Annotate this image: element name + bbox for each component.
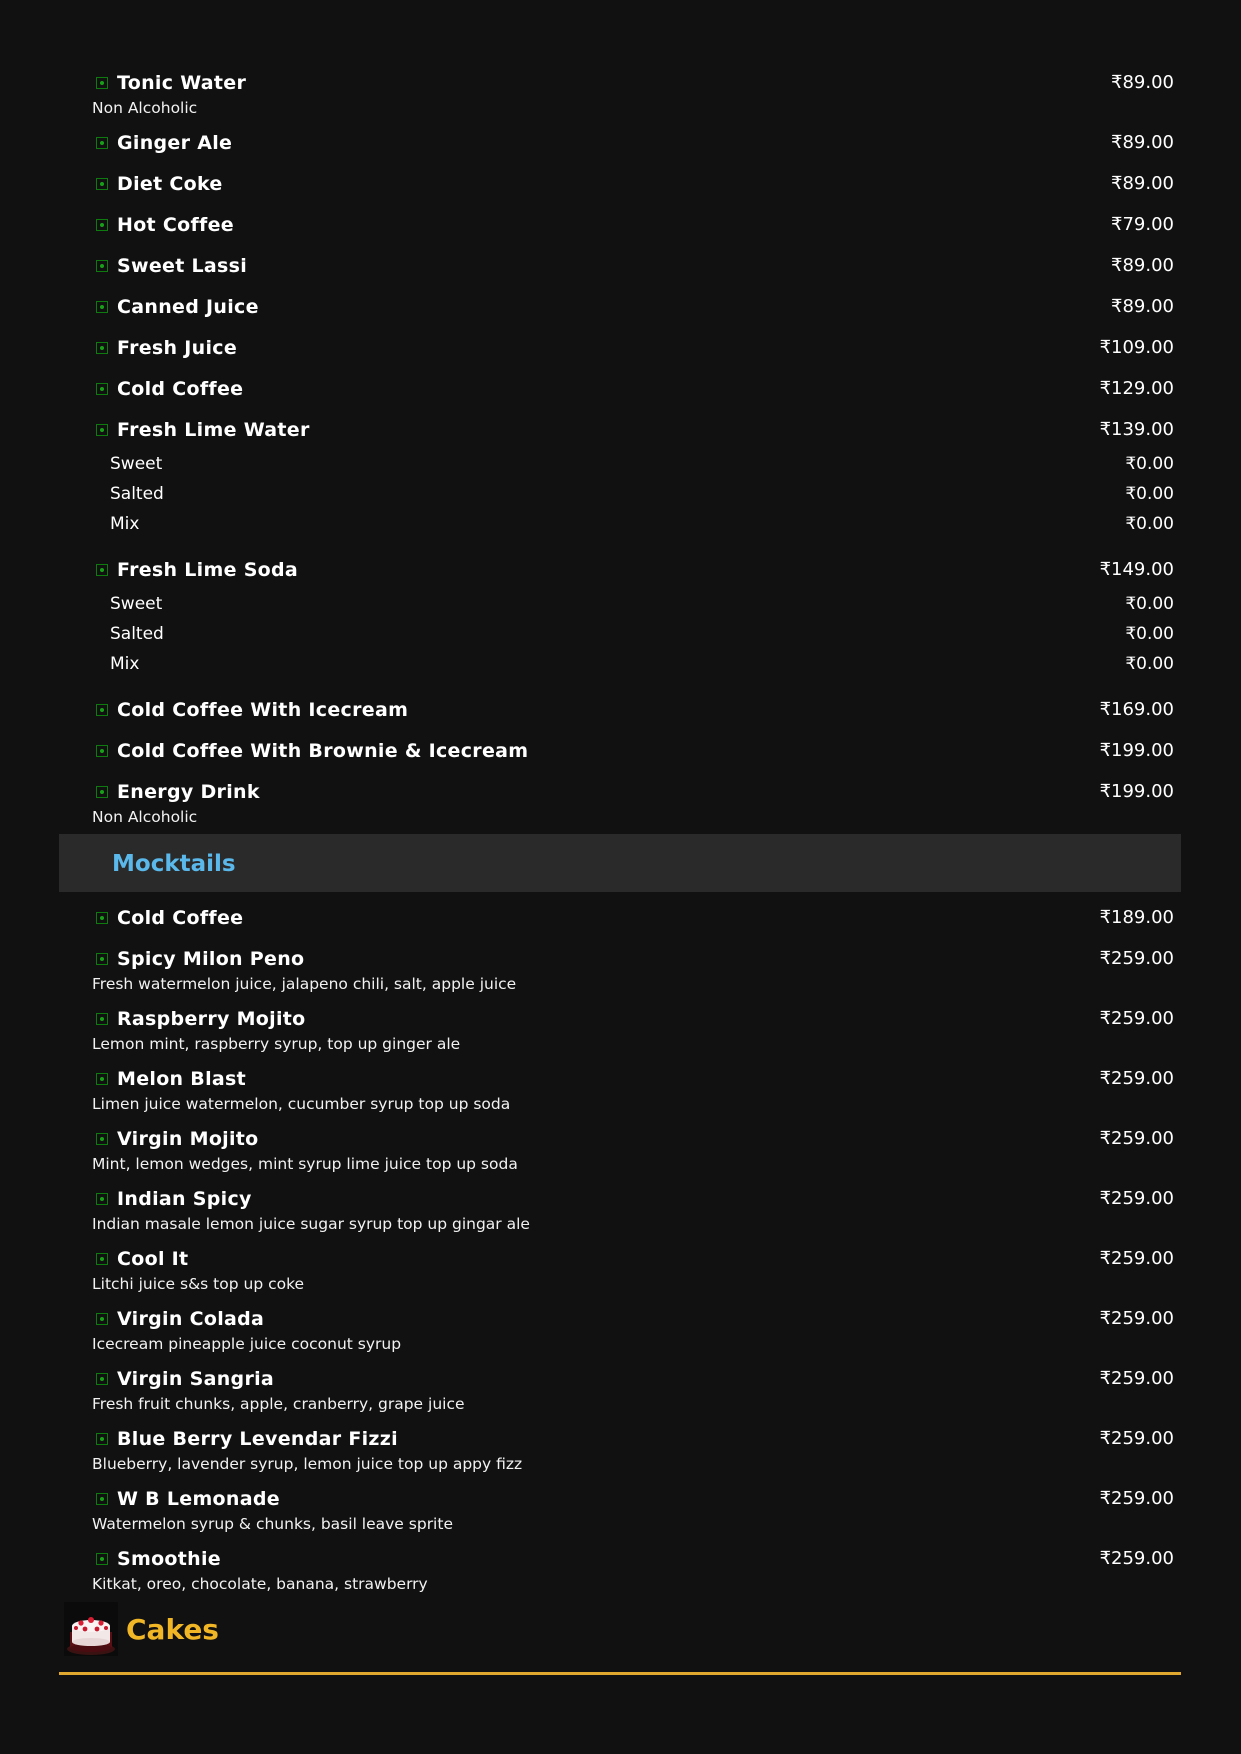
menu-item[interactable] (59, 688, 1181, 729)
item-name: Sweet Lassi (117, 255, 248, 277)
veg-mark-icon (96, 1493, 108, 1505)
veg-mark-icon (96, 953, 108, 965)
option-name: Sweet (110, 594, 163, 614)
menu-item-row (59, 1007, 1181, 1031)
veg-mark-icon (96, 301, 108, 313)
item-name: Smoothie (117, 1548, 221, 1570)
option-price: ₹0.00 (1125, 594, 1174, 614)
item-description: Non Alcoholic (92, 99, 198, 117)
item-name: Diet Coke (117, 173, 223, 195)
item-description: Mint, lemon wedges, mint syrup lime juice top up soda (92, 1155, 518, 1173)
item-name: Virgin Mojito (117, 1128, 259, 1150)
menu-item[interactable] (59, 1237, 1181, 1297)
item-description: Fresh watermelon juice, jalapeno chili, salt, apple juice (92, 975, 517, 993)
menu-item[interactable] (59, 1177, 1181, 1237)
veg-mark-icon (96, 137, 108, 149)
cake-icon (64, 1602, 118, 1656)
menu-item[interactable] (59, 408, 1181, 449)
item-option[interactable] (59, 479, 1181, 509)
veg-mark-icon (96, 1193, 108, 1205)
item-name: Virgin Colada (117, 1308, 265, 1330)
item-price: ₹259.00 (1099, 1008, 1174, 1029)
item-name: Fresh Lime Soda (117, 559, 299, 581)
veg-mark-icon (96, 424, 108, 436)
item-option[interactable] (59, 509, 1181, 539)
veg-mark-icon (96, 1013, 108, 1025)
veg-mark-icon (96, 704, 108, 716)
menu-item[interactable] (59, 61, 1181, 121)
item-name: Cold Coffee (117, 907, 244, 929)
item-price: ₹149.00 (1099, 559, 1174, 580)
item-name: Cold Coffee (117, 378, 244, 400)
item-price: ₹259.00 (1099, 1128, 1174, 1149)
menu-item-row (59, 295, 1181, 319)
menu-item[interactable] (59, 367, 1181, 408)
menu-item[interactable] (59, 729, 1181, 770)
item-price: ₹139.00 (1099, 419, 1174, 440)
veg-mark-icon (96, 1553, 108, 1565)
menu-item[interactable] (59, 1297, 1181, 1357)
item-description: Limen juice watermelon, cucumber syrup top up soda (92, 1095, 511, 1113)
item-name: Fresh Juice (117, 337, 238, 359)
menu-item-row (59, 1307, 1181, 1331)
option-name: Salted (110, 624, 164, 644)
menu-item[interactable] (59, 1417, 1181, 1477)
menu-item-row (59, 1547, 1181, 1571)
menu-item-row (59, 947, 1181, 971)
veg-mark-icon (96, 260, 108, 272)
item-price: ₹129.00 (1099, 378, 1174, 399)
menu-item[interactable] (59, 896, 1181, 937)
item-option[interactable] (59, 449, 1181, 479)
cakes-section-header[interactable] (59, 1598, 1181, 1675)
item-description: Kitkat, oreo, chocolate, banana, strawberry (92, 1575, 428, 1593)
item-price: ₹259.00 (1099, 1188, 1174, 1209)
option-price: ₹0.00 (1125, 514, 1174, 534)
menu-top-spacer (59, 0, 1181, 61)
item-price: ₹259.00 (1099, 948, 1174, 969)
veg-mark-icon (96, 912, 108, 924)
menu-list (59, 0, 1181, 1597)
menu-item[interactable] (59, 997, 1181, 1057)
item-description: Indian masale lemon juice sugar syrup top up gingar ale (92, 1215, 530, 1233)
menu-item-row (59, 418, 1181, 442)
item-description: Non Alcoholic (92, 808, 198, 826)
item-name: Indian Spicy (117, 1188, 252, 1210)
menu-item-row (59, 254, 1181, 278)
menu-item[interactable] (59, 1357, 1181, 1417)
menu-item[interactable] (59, 548, 1181, 589)
item-name: Energy Drink (117, 781, 260, 803)
item-price: ₹259.00 (1099, 1248, 1174, 1269)
option-price: ₹0.00 (1125, 654, 1174, 674)
item-name: Melon Blast (117, 1068, 247, 1090)
item-price: ₹259.00 (1099, 1068, 1174, 1089)
item-price: ₹259.00 (1099, 1368, 1174, 1389)
menu-item[interactable] (59, 162, 1181, 203)
veg-mark-icon (96, 745, 108, 757)
item-name: Blue Berry Levendar Fizzi (117, 1428, 398, 1450)
item-price: ₹109.00 (1099, 337, 1174, 358)
item-description: Watermelon syrup & chunks, basil leave sprite (92, 1515, 453, 1533)
menu-item[interactable] (59, 1537, 1181, 1597)
veg-mark-icon (96, 1433, 108, 1445)
item-price: ₹199.00 (1099, 781, 1174, 802)
menu-item[interactable] (59, 1057, 1181, 1117)
menu-item-row (59, 172, 1181, 196)
item-description: Fresh fruit chunks, apple, cranberry, grape juice (92, 1395, 465, 1413)
item-name: Cold Coffee With Brownie & Icecream (117, 740, 529, 762)
option-spacer (59, 539, 1181, 548)
item-price: ₹89.00 (1111, 296, 1174, 317)
option-price: ₹0.00 (1125, 484, 1174, 504)
item-name: Hot Coffee (117, 214, 234, 236)
category-header (59, 834, 1181, 892)
menu-item-row (59, 131, 1181, 155)
item-name: Cool It (117, 1248, 189, 1270)
item-price: ₹79.00 (1111, 214, 1174, 235)
item-name: Spicy Milon Peno (117, 948, 305, 970)
item-price: ₹169.00 (1099, 699, 1174, 720)
menu-item-row (59, 698, 1181, 722)
menu-item[interactable] (59, 937, 1181, 997)
item-option[interactable] (59, 619, 1181, 649)
veg-mark-icon (96, 786, 108, 798)
veg-mark-icon (96, 1133, 108, 1145)
item-option[interactable] (59, 589, 1181, 619)
item-name: Canned Juice (117, 296, 259, 318)
menu-item[interactable] (59, 326, 1181, 367)
item-price: ₹89.00 (1111, 132, 1174, 153)
option-name: Sweet (110, 454, 163, 474)
item-price: ₹259.00 (1099, 1488, 1174, 1509)
veg-mark-icon (96, 1073, 108, 1085)
menu-item-row (59, 780, 1181, 804)
veg-mark-icon (96, 219, 108, 231)
option-name: Mix (110, 654, 140, 674)
item-name: Raspberry Mojito (117, 1008, 306, 1030)
menu-item[interactable] (59, 770, 1181, 830)
item-name: Tonic Water (117, 72, 247, 94)
item-price: ₹199.00 (1099, 740, 1174, 761)
menu-item-row (59, 71, 1181, 95)
cakes-title: Cakes (126, 1613, 219, 1646)
item-name: W B Lemonade (117, 1488, 280, 1510)
veg-mark-icon (96, 342, 108, 354)
veg-mark-icon (96, 77, 108, 89)
option-price: ₹0.00 (1125, 624, 1174, 644)
menu-item-row (59, 336, 1181, 360)
item-name: Fresh Lime Water (117, 419, 310, 441)
item-name: Ginger Ale (117, 132, 233, 154)
item-name: Cold Coffee With Icecream (117, 699, 409, 721)
option-price: ₹0.00 (1125, 454, 1174, 474)
menu-item[interactable] (59, 285, 1181, 326)
item-price: ₹259.00 (1099, 1428, 1174, 1449)
item-price: ₹89.00 (1111, 173, 1174, 194)
menu-item-row (59, 1247, 1181, 1271)
item-price: ₹259.00 (1099, 1308, 1174, 1329)
veg-mark-icon (96, 1253, 108, 1265)
menu-item-row (59, 377, 1181, 401)
menu-item-row (59, 906, 1181, 930)
veg-mark-icon (96, 1373, 108, 1385)
menu-item-row (59, 739, 1181, 763)
menu-item[interactable] (59, 203, 1181, 244)
item-price: ₹259.00 (1099, 1548, 1174, 1569)
item-description: Litchi juice s&s top up coke (92, 1275, 305, 1293)
menu-item[interactable] (59, 244, 1181, 285)
menu-item[interactable] (59, 1477, 1181, 1537)
menu-item-row (59, 1127, 1181, 1151)
menu-item-row (59, 1427, 1181, 1451)
veg-mark-icon (96, 383, 108, 395)
menu-item-row (59, 1067, 1181, 1091)
option-name: Salted (110, 484, 164, 504)
menu-item[interactable] (59, 1117, 1181, 1177)
item-description: Blueberry, lavender syrup, lemon juice top up appy fizz (92, 1455, 523, 1473)
veg-mark-icon (96, 178, 108, 190)
item-description: Lemon mint, raspberry syrup, top up ginger ale (92, 1035, 461, 1053)
menu-item[interactable] (59, 121, 1181, 162)
item-price: ₹89.00 (1111, 255, 1174, 276)
item-price: ₹189.00 (1099, 907, 1174, 928)
item-option[interactable] (59, 649, 1181, 679)
option-spacer (59, 679, 1181, 688)
item-price: ₹89.00 (1111, 72, 1174, 93)
menu-item-row (59, 213, 1181, 237)
item-name: Virgin Sangria (117, 1368, 275, 1390)
category-title: Mocktails (112, 851, 236, 877)
menu-item-row (59, 1367, 1181, 1391)
veg-mark-icon (96, 1313, 108, 1325)
item-description: Icecream pineapple juice coconut syrup (92, 1335, 402, 1353)
menu-item-row (59, 558, 1181, 582)
menu-item-row (59, 1487, 1181, 1511)
option-name: Mix (110, 514, 140, 534)
veg-mark-icon (96, 564, 108, 576)
menu-item-row (59, 1187, 1181, 1211)
